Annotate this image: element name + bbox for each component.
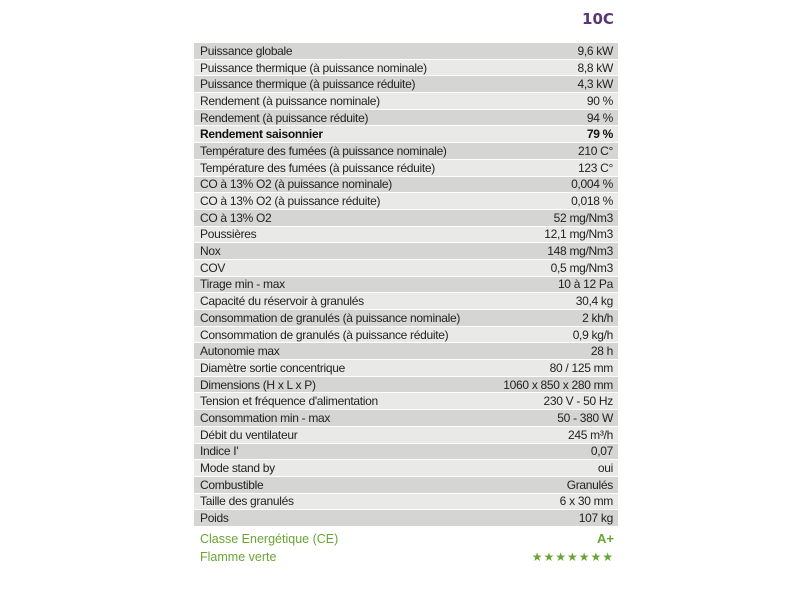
spec-label: Mode stand by [200, 461, 275, 476]
green-flame-stars: ★★★★★★★ [531, 550, 614, 564]
spec-row [194, 43, 618, 60]
spec-row [194, 293, 618, 310]
spec-row [194, 277, 618, 294]
spec-value: 12,1 mg/Nm3 [544, 227, 613, 242]
spec-row [194, 377, 618, 394]
spec-value: 0,018 % [571, 194, 613, 209]
green-flame-row [200, 550, 614, 564]
spec-row [194, 444, 618, 461]
spec-row [194, 510, 618, 527]
spec-label: Température des fumées (à puissance réduite) [200, 160, 435, 175]
spec-value: 52 mg/Nm3 [553, 210, 613, 225]
spec-value: 0,07 [590, 444, 613, 459]
energy-class-value: A+ [597, 531, 614, 546]
spec-row [194, 393, 618, 410]
spec-label: Nox [200, 244, 221, 259]
spec-label: CO à 13% O2 (à puissance réduite) [200, 194, 381, 209]
spec-row [194, 160, 618, 177]
spec-label: Indice I' [200, 444, 239, 459]
spec-label: Consommation min - max [200, 410, 331, 425]
spec-label: Débit du ventilateur [200, 427, 298, 442]
spec-label: Consommation de granulés (à puissance réduite) [200, 327, 449, 342]
spec-row [194, 193, 618, 210]
spec-row [194, 460, 618, 477]
energy-class-label: Classe Energétique (CE) [200, 531, 339, 546]
spec-label: Rendement saisonnier [200, 127, 323, 142]
spec-value: 4,3 kW [577, 77, 613, 92]
spec-label: Puissance thermique (à puissance réduite) [200, 77, 416, 92]
spec-value: 0,5 mg/Nm3 [550, 260, 613, 275]
spec-label: Température des fumées (à puissance nominale) [200, 143, 447, 158]
spec-label: Puissance globale [200, 43, 293, 58]
spec-label: CO à 13% O2 [200, 210, 272, 225]
spec-value: 230 V - 50 Hz [543, 394, 613, 409]
spec-label: Autonomie max [200, 344, 280, 359]
spec-row [194, 343, 618, 360]
spec-value: 245 m³/h [568, 427, 613, 442]
spec-value: 94 % [586, 110, 613, 125]
spec-row [194, 494, 618, 511]
spec-label: Poids [200, 511, 229, 526]
spec-row [194, 110, 618, 127]
spec-label: Capacité du réservoir à granulés [200, 294, 364, 309]
spec-value: 10 à 12 Pa [557, 277, 613, 292]
spec-label: COV [200, 260, 226, 275]
spec-row [194, 327, 618, 344]
spec-row [194, 177, 618, 194]
spec-value: 28 h [590, 344, 613, 359]
spec-value: 0,9 kg/h [572, 327, 613, 342]
spec-label: Puissance thermique (à puissance nominale) [200, 60, 427, 75]
spec-label: Rendement (à puissance nominale) [200, 93, 380, 108]
energy-class-row [200, 531, 614, 546]
spec-label: Tirage min - max [200, 277, 285, 292]
spec-label: Consommation de granulés (à puissance nominale) [200, 310, 461, 325]
spec-value: 2 kh/h [582, 310, 613, 325]
spec-row [194, 126, 618, 143]
spec-value: 107 kg [578, 511, 613, 526]
spec-value: 9,6 kW [577, 43, 613, 58]
green-flame-label: Flamme verte [200, 550, 277, 564]
spec-label: Diamètre sortie concentrique [200, 360, 346, 375]
spec-value: 79 % [586, 127, 613, 142]
spec-value: 210 C° [577, 143, 613, 158]
spec-value: oui [597, 461, 613, 476]
spec-row [194, 227, 618, 244]
spec-label: Dimensions (H x L x P) [200, 377, 316, 392]
spec-row [194, 243, 618, 260]
model-title: 10C [582, 10, 614, 28]
spec-row [194, 427, 618, 444]
spec-value: 6 x 30 mm [559, 494, 613, 509]
spec-row [194, 260, 618, 277]
spec-row [194, 76, 618, 93]
spec-value: 8,8 kW [577, 60, 613, 75]
spec-label: Tension et fréquence d'alimentation [200, 394, 378, 409]
spec-value: 90 % [586, 93, 613, 108]
spec-value: 80 / 125 mm [549, 360, 613, 375]
spec-value: 30,4 kg [575, 294, 613, 309]
spec-row [194, 310, 618, 327]
spec-value: Granulés [566, 477, 613, 492]
spec-row [194, 60, 618, 77]
spec-value: 0,004 % [571, 177, 613, 192]
spec-row [194, 143, 618, 160]
spec-value: 148 mg/Nm3 [547, 244, 613, 259]
spec-value: 50 - 380 W [557, 410, 613, 425]
spec-label: Taille des granulés [200, 494, 294, 509]
spec-row [194, 360, 618, 377]
spec-label: Poussières [200, 227, 257, 242]
spec-value: 123 C° [577, 160, 613, 175]
spec-row [194, 410, 618, 427]
spec-row [194, 477, 618, 494]
spec-label: Rendement (à puissance réduite) [200, 110, 369, 125]
spec-row [194, 93, 618, 110]
spec-value: 1060 x 850 x 280 mm [503, 377, 613, 392]
spec-table [194, 43, 618, 527]
spec-label: Combustible [200, 477, 264, 492]
spec-row [194, 210, 618, 227]
spec-label: CO à 13% O2 (à puissance nominale) [200, 177, 392, 192]
